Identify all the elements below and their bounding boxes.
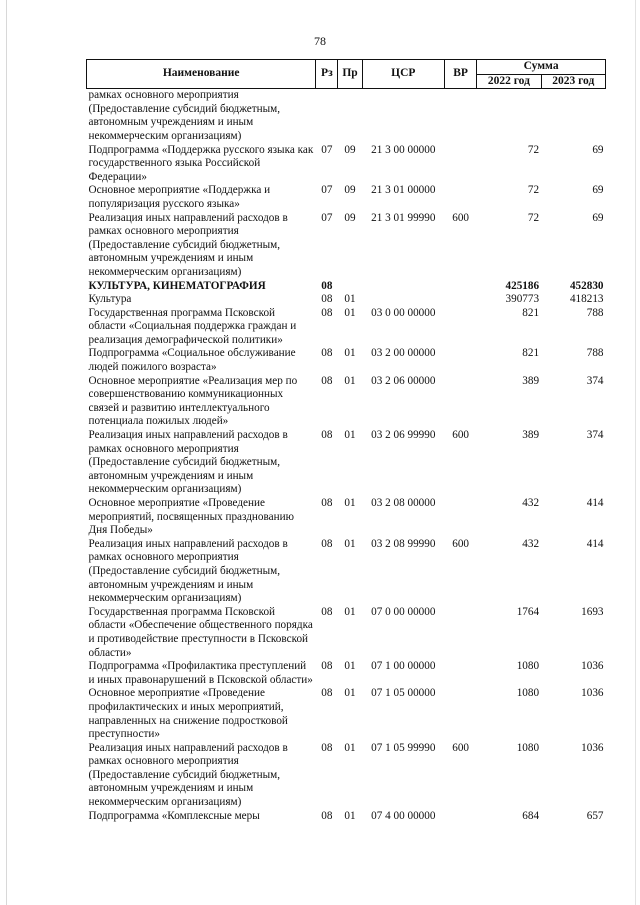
cell-pr: 01	[344, 537, 356, 550]
cell-sum-2023: 418213	[569, 293, 604, 306]
cell-name: Государственная программа Псковской области «Социальная поддержка граждан и реализация демографической политики»	[88, 306, 297, 346]
cell-sum-2022: 389	[522, 374, 540, 387]
cell-pr	[338, 280, 362, 294]
cell-name: Культура	[88, 293, 132, 306]
cell-csr: 07 1 05 00000	[371, 687, 436, 700]
page-number: 78	[314, 34, 326, 48]
cell-sum-2023: 452830	[569, 279, 604, 292]
cell-name: Реализация иных направлений расходов в рамках основного мероприятия (Предоставление субсидий бюджетным, автономным учреждениям и иным некоммерческим организациям)	[88, 211, 288, 278]
cell-pr: 01	[344, 374, 356, 387]
cell-pr: 01	[344, 293, 356, 306]
cell-rz: 08	[321, 537, 333, 550]
table-row	[87, 293, 606, 307]
cell-vr: 600	[452, 429, 469, 442]
cell-vr	[445, 307, 477, 348]
cell-name: Основное мероприятие «Реализация мер по совершенствованию коммуникационных связей и развитию интеллектуального потенциала пожилых людей»	[88, 374, 298, 428]
table-header	[87, 60, 606, 89]
scan-edge-right	[635, 0, 636, 905]
cell-csr: 03 0 00 00000	[371, 306, 436, 319]
cell-name: КУЛЬТУРА, КИНЕМАТОГРАФИЯ	[88, 279, 266, 292]
cell-sum-2022: 684	[522, 809, 540, 822]
cell-csr: 21 3 00 00000	[371, 143, 436, 156]
budget-table	[86, 59, 606, 823]
cell-sum-2022: 432	[522, 497, 540, 509]
cell-name: Реализация иных направлений расходов в рамках основного мероприятия (Предоставление субсидий бюджетным, автономным учреждениям и иным некоммерческим организациям)	[88, 741, 288, 809]
cell-sum-2022	[477, 89, 541, 144]
cell-sum-2023	[541, 89, 605, 144]
cell-sum-2022: 821	[522, 306, 540, 319]
scan-edge-left	[6, 0, 7, 905]
cell-sum-2023: 1036	[581, 660, 604, 673]
cell-rz: 08	[321, 809, 333, 822]
header-sum: Сумма	[477, 60, 606, 75]
cell-rz: 07	[321, 184, 333, 197]
cell-rz: 07	[321, 211, 333, 224]
cell-pr: 01	[344, 347, 356, 360]
table-row	[87, 810, 606, 824]
cell-pr: 09	[344, 143, 356, 156]
cell-rz: 08	[321, 374, 333, 387]
cell-pr: 01	[344, 687, 356, 700]
cell-sum-2023: 414	[586, 537, 604, 550]
table-row	[87, 184, 606, 211]
cell-pr: 01	[344, 306, 356, 319]
cell-csr	[362, 280, 444, 294]
cell-sum-2023: 69	[592, 184, 604, 197]
cell-csr: 03 2 06 00000	[371, 374, 436, 387]
cell-sum-2022: 1080	[516, 660, 540, 673]
cell-name: Реализация иных направлений расходов в рамках основного мероприятия (Предоставление субсидий бюджетным, автономным учреждениям и иным некоммерческим организациям)	[88, 429, 288, 496]
cell-pr: 09	[344, 211, 356, 224]
cell-vr: 600	[452, 211, 469, 224]
table-body	[87, 89, 606, 824]
table-row	[87, 687, 606, 741]
cell-vr	[445, 144, 477, 185]
cell-vr	[445, 184, 477, 211]
cell-sum-2022: 1764	[516, 605, 540, 618]
cell-csr: 07 1 00 00000	[371, 660, 436, 673]
cell-sum-2022: 1080	[516, 741, 540, 754]
table-row	[87, 307, 606, 348]
cell-sum-2023: 788	[586, 347, 604, 360]
table-row	[87, 280, 606, 294]
cell-sum-2022: 432	[522, 537, 540, 550]
table-row	[87, 742, 606, 810]
table-row	[87, 144, 606, 185]
cell-sum-2022: 72	[527, 143, 540, 156]
cell-csr: 03 2 06 99990	[371, 429, 436, 442]
cell-csr: 21 3 01 00000	[371, 184, 436, 197]
cell-vr	[445, 375, 477, 429]
cell-rz: 08	[321, 660, 333, 673]
header-rz: Рз	[316, 60, 338, 89]
cell-rz: 08	[321, 429, 333, 442]
cell-sum-2023: 69	[592, 143, 604, 156]
cell-csr: 03 2 08 99990	[371, 537, 436, 550]
cell-csr: 07 0 00 00000	[371, 605, 436, 618]
cell-sum-2023: 414	[586, 497, 604, 509]
header-pr: Пр	[338, 60, 362, 89]
cell-sum-2022: 821	[522, 347, 540, 360]
table-row	[87, 429, 606, 497]
cell-rz: 08	[321, 497, 333, 509]
header-year-2023: 2023 год	[541, 74, 605, 89]
cell-vr	[445, 810, 477, 824]
cell-rz: 08	[321, 279, 333, 292]
cell-rz: 08	[321, 347, 333, 360]
table-row	[87, 89, 606, 144]
cell-csr: 07 1 05 99990	[371, 741, 436, 754]
cell-name: Подпрограмма «Комплексные меры	[88, 809, 260, 822]
table-row	[87, 497, 606, 538]
cell-pr: 01	[344, 429, 356, 442]
cell-vr	[445, 293, 477, 307]
cell-rz: 08	[321, 741, 333, 754]
cell-sum-2023: 1693	[581, 605, 604, 618]
cell-vr	[445, 687, 477, 741]
cell-rz: 08	[321, 293, 333, 306]
table-row	[87, 606, 606, 660]
table-row	[87, 347, 606, 374]
cell-csr	[362, 89, 444, 144]
cell-vr: 600	[452, 537, 469, 550]
cell-name: Основное мероприятие «Поддержка и популяризация русского языка»	[88, 184, 271, 210]
cell-pr	[338, 89, 362, 144]
cell-rz	[316, 89, 338, 144]
cell-csr: 07 4 00 00000	[371, 809, 436, 822]
cell-pr: 01	[344, 809, 356, 822]
cell-rz: 08	[321, 605, 333, 618]
cell-sum-2022: 1080	[516, 687, 540, 700]
cell-name: Государственная программа Псковской области «Обеспечение общественного порядка и противодействие преступности в Псковской области»	[88, 605, 313, 659]
cell-pr: 01	[344, 497, 356, 509]
cell-name: Реализация иных направлений расходов в рамках основного мероприятия (Предоставление субсидий бюджетным, автономным учреждениям и иным некоммерческим организациям)	[88, 537, 288, 605]
cell-name: Основное мероприятие «Проведение мероприятий, посвященных празднованию Дня Победы»	[88, 497, 294, 537]
cell-sum-2022: 389	[522, 429, 540, 442]
cell-rz: 08	[321, 687, 333, 700]
cell-sum-2023: 374	[586, 429, 604, 442]
table-row	[87, 375, 606, 429]
cell-name: Основное мероприятие «Проведение профилактических и иных мероприятий, направленных на снижение подростковой преступности»	[88, 687, 288, 741]
cell-rz: 08	[321, 306, 333, 319]
cell-sum-2023: 69	[592, 211, 604, 224]
cell-csr: 03 2 08 00000	[371, 497, 436, 509]
table-row	[87, 212, 606, 280]
cell-sum-2022: 72	[527, 211, 540, 224]
cell-name: рамках основного мероприятия (Предоставление субсидий бюджетным, автономным учреждениям и иным некоммерческим организациям)	[88, 89, 281, 142]
header-csr: ЦСР	[362, 60, 444, 89]
cell-name: Подпрограмма «Социальное обслуживание людей пожилого возраста»	[88, 347, 296, 374]
cell-vr	[445, 280, 477, 294]
cell-sum-2022: 390773	[505, 293, 540, 306]
cell-vr	[445, 606, 477, 660]
cell-csr: 03 2 00 00000	[371, 347, 436, 360]
cell-name: Подпрограмма «Поддержка русского языка как государственного языка Российской Федерации»	[88, 143, 314, 183]
cell-pr: 01	[344, 605, 356, 618]
cell-sum-2022: 425186	[505, 279, 540, 292]
cell-sum-2023: 1036	[581, 687, 604, 700]
cell-rz: 07	[321, 143, 333, 156]
table-row	[87, 660, 606, 687]
header-year-2022: 2022 год	[477, 74, 541, 89]
cell-csr	[362, 293, 444, 307]
cell-csr: 21 3 01 99990	[371, 211, 436, 224]
cell-vr: 600	[452, 741, 469, 754]
cell-sum-2023: 374	[586, 374, 604, 387]
cell-vr	[445, 347, 477, 374]
header-vr: ВР	[445, 60, 477, 89]
header-name: Наименование	[87, 60, 316, 89]
cell-pr: 09	[344, 184, 356, 197]
cell-pr: 01	[344, 660, 356, 673]
cell-sum-2023: 788	[586, 306, 604, 319]
cell-vr	[445, 660, 477, 687]
cell-sum-2023: 1036	[581, 741, 604, 754]
cell-name: Подпрограмма «Профилактика преступлений и иных правонарушений в Псковской области»	[88, 660, 313, 686]
cell-vr	[445, 497, 477, 538]
cell-sum-2022: 72	[527, 184, 540, 197]
table-row	[87, 538, 606, 606]
cell-vr	[445, 89, 477, 144]
cell-sum-2023: 657	[586, 809, 604, 822]
cell-pr: 01	[344, 741, 356, 754]
